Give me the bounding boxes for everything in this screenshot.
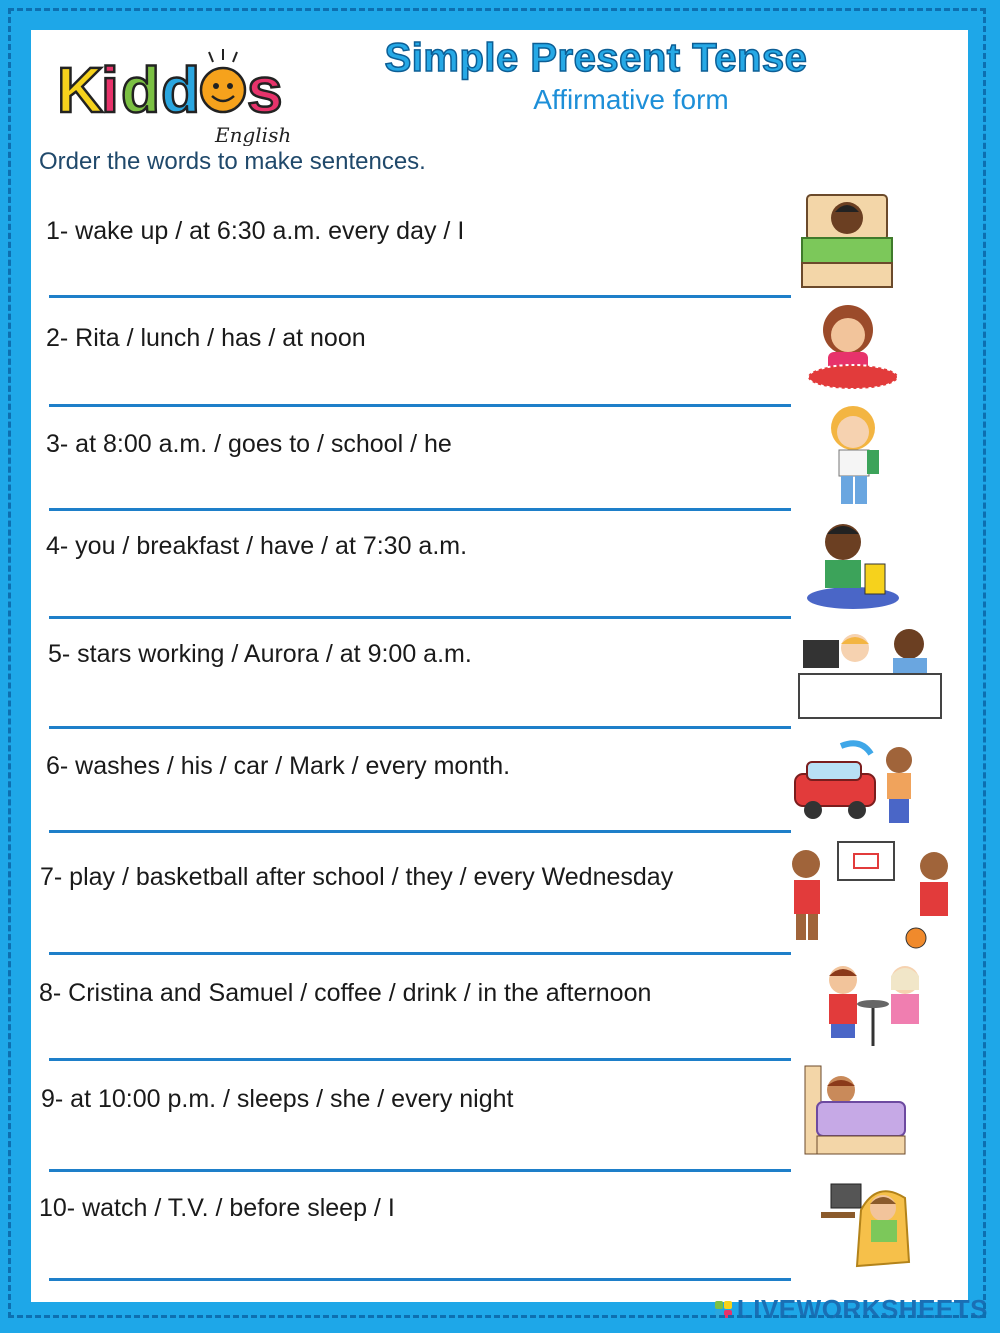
answer-line[interactable] (49, 295, 791, 298)
svg-text:d: d (161, 54, 201, 126)
worksheet (31, 30, 968, 1302)
girl-eating-lunch-icon (803, 295, 903, 393)
boy-watching-tv-icon (817, 1170, 917, 1280)
question-text: 2- Rita / lunch / has / at noon (46, 324, 366, 352)
kiddos-logo (55, 46, 305, 146)
people-at-office-desk-icon (797, 618, 942, 720)
answer-line[interactable] (49, 1058, 791, 1061)
svg-text:i: i (101, 54, 119, 126)
svg-text:d: d (121, 54, 161, 126)
question-text: 4- you / breakfast / have / at 7:30 a.m. (46, 532, 468, 560)
question-text: 10- watch / T.V. / before sleep / I (39, 1194, 395, 1222)
question-text: 5- stars working / Aurora / at 9:00 a.m. (48, 640, 472, 668)
liveworksheets-logo-icon (715, 1301, 733, 1319)
answer-line[interactable] (49, 508, 791, 511)
svg-text:K: K (57, 54, 104, 126)
svg-text:s: s (247, 54, 283, 126)
logo-sub-text: English (215, 123, 292, 146)
question-text: 3- at 8:00 a.m. / goes to / school / he (46, 430, 452, 458)
question-text: 9- at 10:00 p.m. / sleeps / she / every night (41, 1085, 514, 1113)
boy-washing-car-icon (791, 740, 926, 830)
answer-line[interactable] (49, 952, 791, 955)
liveworksheets-watermark (715, 1294, 988, 1325)
answer-line[interactable] (49, 1169, 791, 1172)
answer-line[interactable] (49, 616, 791, 619)
boy-waking-in-bed-icon (797, 190, 897, 292)
couple-drinking-coffee-icon (817, 960, 929, 1052)
girl-sleeping-in-bed-icon (801, 1062, 911, 1157)
instruction-text: Order the words to make sentences. (39, 148, 426, 175)
watermark-text: LIVEWORKSHEETS (736, 1294, 988, 1324)
answer-line[interactable] (49, 404, 791, 407)
answer-line[interactable] (49, 726, 791, 729)
question-text: 7- play / basketball after school / they / every Wednesday (40, 863, 674, 891)
answer-line[interactable] (49, 830, 791, 833)
question-text: 6- washes / his / car / Mark / every month. (46, 752, 511, 780)
kids-playing-basketball-icon (788, 840, 966, 950)
question-text: 8- Cristina and Samuel / coffee / drink / in the afternoon (39, 979, 652, 1007)
page-subtitle: Affirmative form (533, 84, 729, 115)
question-text: 1- wake up / at 6:30 a.m. every day / I (46, 217, 465, 245)
answer-line[interactable] (49, 1278, 791, 1281)
boy-with-backpack-icon (821, 400, 891, 510)
boy-eating-breakfast-icon (803, 516, 903, 611)
page-title: Simple Present Tense (384, 36, 808, 80)
